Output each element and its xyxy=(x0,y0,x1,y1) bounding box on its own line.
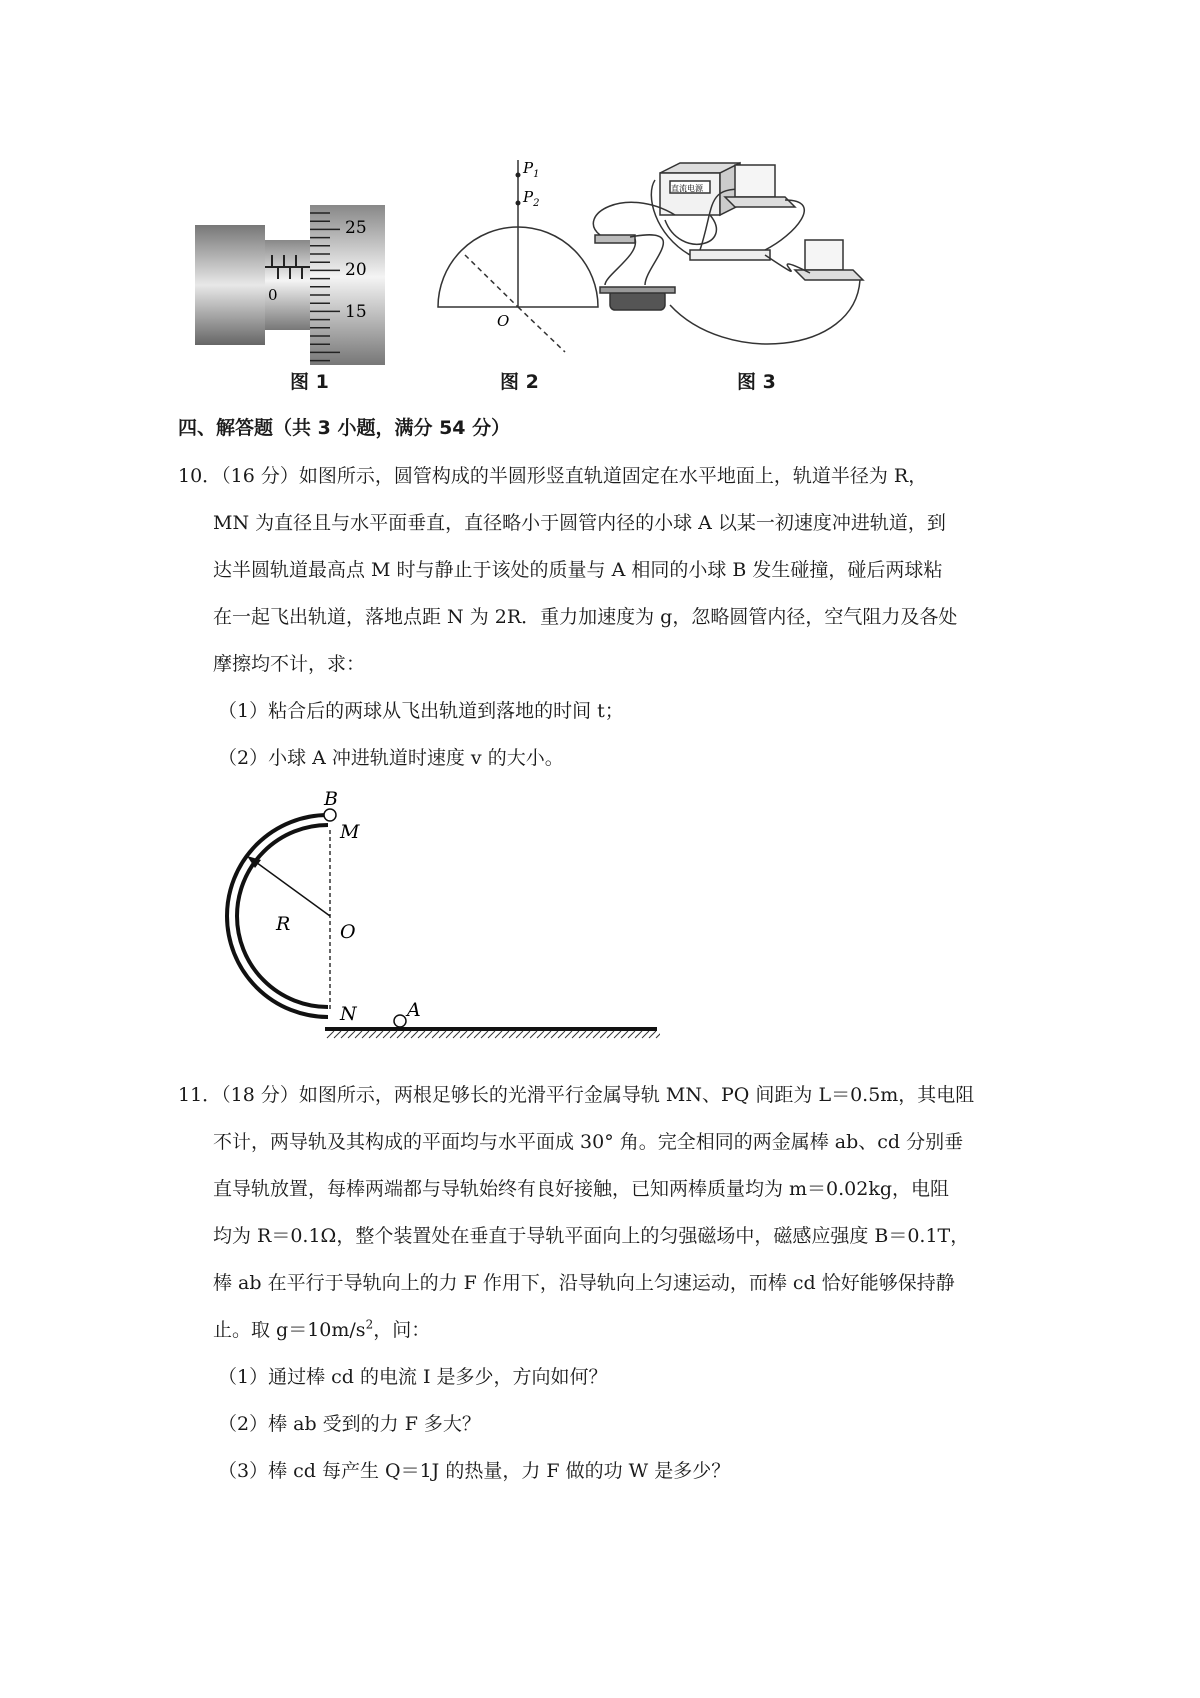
ground-hatch xyxy=(425,1031,432,1038)
ground-hatch xyxy=(586,1031,593,1038)
ground-hatch xyxy=(362,1031,369,1038)
q11-sub-3: （3）棒 cd 每产生 Q＝1J 的热量，力 F 做的功 W 是多少？ xyxy=(218,1460,731,1482)
switch xyxy=(595,235,635,243)
q10-line-3: 达半圆轨道最高点 M 时与静止于该处的质量与 A 相同的小球 B 发生碰撞，碰后两球粘 xyxy=(213,559,943,581)
ground-hatch xyxy=(334,1031,341,1038)
thimble-label-15: 15 xyxy=(345,302,367,322)
ground-hatch xyxy=(411,1031,418,1038)
label-o: O xyxy=(340,921,356,943)
ground-hatch xyxy=(453,1031,460,1038)
ground-hatch xyxy=(544,1031,551,1038)
ground-hatch xyxy=(376,1031,383,1038)
figure-1-micrometer xyxy=(190,205,430,365)
center-o-label: O xyxy=(497,312,510,330)
label-a: A xyxy=(407,999,421,1021)
thimble-label-25: 25 xyxy=(345,218,367,238)
ground-hatch xyxy=(432,1031,439,1038)
ground-hatch xyxy=(628,1031,635,1038)
ground-hatch xyxy=(439,1031,446,1038)
q10-line-4: 在一起飞出轨道，落地点距 N 为 2R．重力加速度为 g，忽略圆管内径，空气阻力及各处 xyxy=(213,606,958,628)
ground-hatch xyxy=(656,1031,660,1038)
label-b: B xyxy=(324,788,338,810)
q10-line-5: 摩擦均不计，求： xyxy=(213,653,366,675)
ground-hatch xyxy=(327,1031,334,1038)
q11-line-6-prefix: 止。取 g＝10m/s xyxy=(213,1319,366,1341)
micrometer-sleeve xyxy=(265,240,310,330)
ground-hatch xyxy=(397,1031,404,1038)
ground-hatch xyxy=(635,1031,642,1038)
q11-line-2: 不计，两导轨及其构成的平面均与水平面成 30° 角。完全相同的两金属棒 ab、cd 分别垂 xyxy=(213,1131,964,1153)
pin-p2 xyxy=(516,201,521,206)
ball-b xyxy=(324,809,336,821)
thimble-label-20: 20 xyxy=(345,260,367,280)
q10-track-figure xyxy=(200,780,660,1060)
ground-hatch xyxy=(600,1031,607,1038)
pin-p1-label: $P_1$ xyxy=(523,159,540,180)
label-n: N xyxy=(340,1003,357,1025)
ground-hatch xyxy=(614,1031,621,1038)
ground-hatch xyxy=(530,1031,537,1038)
ground-hatch xyxy=(467,1031,474,1038)
q11-sub-2: （2）棒 ab 受到的力 F 多大？ xyxy=(218,1413,481,1435)
ground-hatch xyxy=(558,1031,565,1038)
ground-hatch xyxy=(621,1031,628,1038)
label-m: M xyxy=(340,821,360,843)
ammeter xyxy=(735,165,775,197)
ground-hatch xyxy=(369,1031,376,1038)
q11-line-3: 直导轨放置，每棒两端都与导轨始终有良好接触，已知两棒质量均为 m＝0.02kg，电阻 xyxy=(213,1178,950,1200)
figure-1-caption: 图 1 xyxy=(290,371,329,393)
ground-hatch xyxy=(572,1031,579,1038)
ground-hatch xyxy=(488,1031,495,1038)
figure-2-caption: 图 2 xyxy=(500,371,539,393)
ground-hatch xyxy=(355,1031,362,1038)
q11-line-6 xyxy=(213,1315,430,1342)
refracted-ray xyxy=(518,307,565,352)
ground-hatch xyxy=(509,1031,516,1038)
ground-hatch xyxy=(446,1031,453,1038)
ground-hatch xyxy=(523,1031,530,1038)
voltmeter xyxy=(805,240,843,270)
figure-3-circuit xyxy=(585,155,915,355)
ground-hatch xyxy=(537,1031,544,1038)
q11-line-1: 11．（18 分）如图所示，两根足够长的光滑平行金属导轨 MN、PQ 间距为 L＝0.5m，其电阻 xyxy=(178,1084,975,1106)
q11-line-6-suffix: ，问： xyxy=(373,1319,431,1341)
ground-hatch xyxy=(593,1031,600,1038)
q10-line-1: 10．（16 分）如图所示，圆管构成的半圆形竖直轨道固定在水平地面上，轨道半径为 R， xyxy=(178,465,928,487)
q11-line-6-sup: 2 xyxy=(365,1317,374,1332)
radius-arrow xyxy=(253,860,330,916)
section-heading: 四、解答题（共 3 小题，满分 54 分） xyxy=(178,417,511,439)
power-supply-label: 直流电源 xyxy=(671,184,703,193)
pin-p2-label: $P_2$ xyxy=(523,188,540,209)
ground-hatch xyxy=(607,1031,614,1038)
incident-ray xyxy=(465,255,518,307)
ground-hatch xyxy=(579,1031,586,1038)
ground-hatch xyxy=(642,1031,649,1038)
ground-hatch xyxy=(565,1031,572,1038)
pin-p1 xyxy=(516,173,521,178)
ground-hatch xyxy=(348,1031,355,1038)
sleeve-zero-label: 0 xyxy=(268,286,278,304)
ground-hatch xyxy=(649,1031,656,1038)
q11-line-5: 棒 ab 在平行于导轨向上的力 F 作用下，沿导轨向上匀速运动，而棒 cd 恰好能够保持静 xyxy=(213,1272,955,1294)
ground-hatch xyxy=(390,1031,397,1038)
resistor xyxy=(690,250,770,260)
ground-hatch xyxy=(502,1031,509,1038)
ground-hatch xyxy=(341,1031,348,1038)
ground-hatch xyxy=(460,1031,467,1038)
ground-hatch xyxy=(404,1031,411,1038)
ground-hatch xyxy=(474,1031,481,1038)
ball-a xyxy=(394,1015,406,1027)
ground-hatch xyxy=(516,1031,523,1038)
q11-line-4: 均为 R＝0.1Ω，整个装置处在垂直于导轨平面向上的匀强磁场中，磁感应强度 B＝0.1T， xyxy=(213,1225,970,1247)
ground-hatch xyxy=(383,1031,390,1038)
ground-hatch xyxy=(495,1031,502,1038)
q11-sub-1: （1）通过棒 cd 的电流 I 是多少，方向如何？ xyxy=(218,1366,608,1388)
q10-line-2: MN 为直径且与水平面垂直，直径略小于圆管内径的小球 A 以某一初速度冲进轨道，到 xyxy=(213,512,946,534)
ground-hatch xyxy=(481,1031,488,1038)
figure-3-caption: 图 3 xyxy=(737,371,776,393)
ground-hatch xyxy=(418,1031,425,1038)
micrometer-frame xyxy=(195,225,265,345)
ground-hatch xyxy=(551,1031,558,1038)
q10-sub-1: （1）粘合后的两球从飞出轨道到落地的时间 t； xyxy=(218,700,624,722)
q10-sub-2: （2）小球 A 冲进轨道时速度 v 的大小。 xyxy=(218,747,564,769)
label-r: R xyxy=(276,913,291,935)
